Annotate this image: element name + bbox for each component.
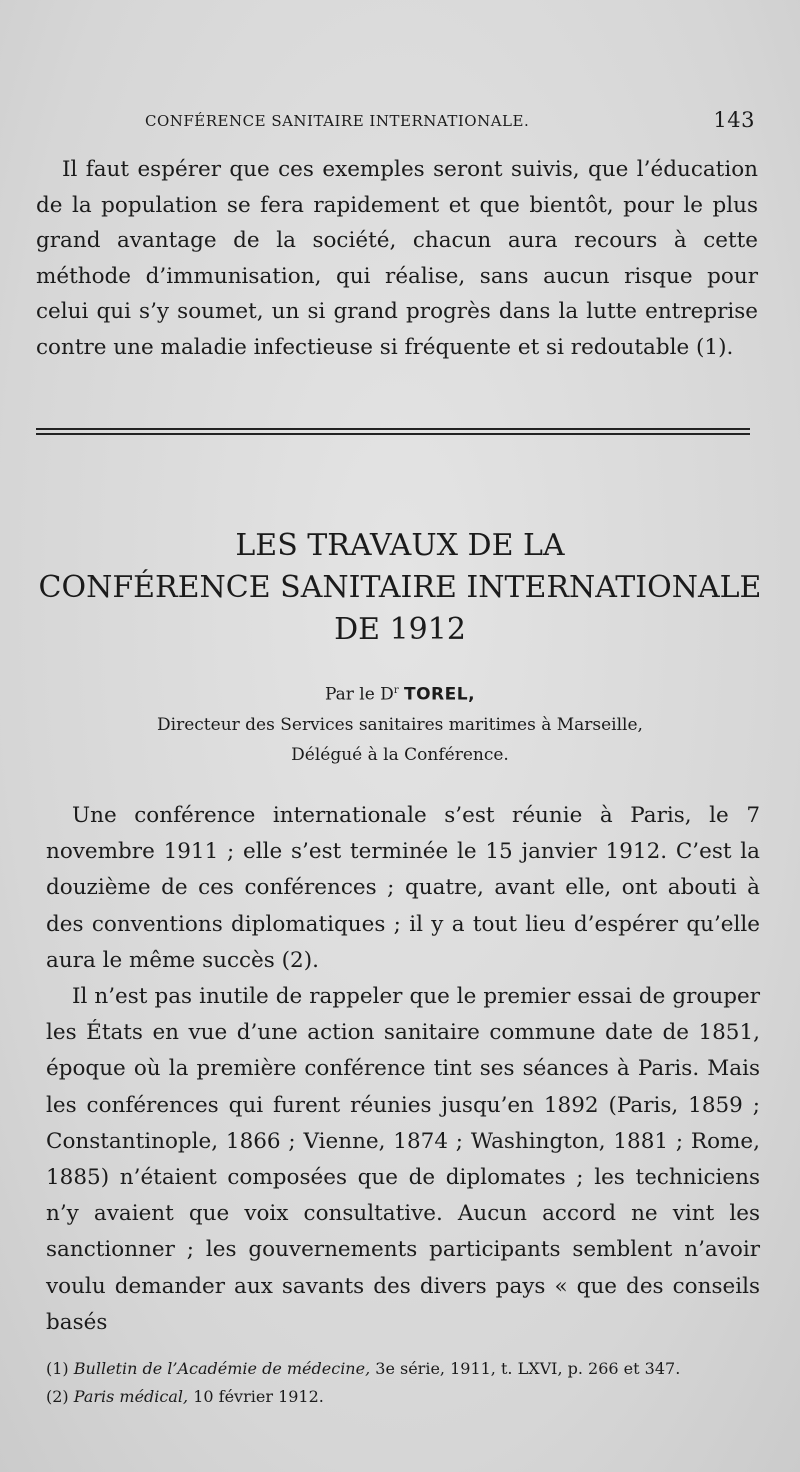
footnote-1-source: Bulletin de l’Académie de médecine,	[73, 1359, 371, 1378]
intro-block	[36, 152, 758, 365]
affiliation-line-1: Directeur des Services sanitaires maritimes à Marseille,	[157, 714, 643, 735]
running-header	[145, 108, 755, 132]
footnote-1-mark: (1)	[46, 1359, 69, 1378]
section-rule-bottom	[36, 433, 750, 435]
title-line-2: CONFÉRENCE SANITAIRE INTERNATIONALE	[38, 570, 762, 605]
footnote-2-rest: 10 février 1912.	[193, 1387, 324, 1406]
article-title	[0, 525, 800, 651]
body-paragraph-1: Une conférence internationale s’est réunie à Paris, le 7 novembre 1911 ; elle s’est terminée le 15 janvier 1912. C’est la douzième de ces conférences ; quatre, avant elle, ont abouti à des conventions diplomatiques ; il y a tout lieu d’espérer qu’elle aura le même succès (2).	[46, 803, 760, 973]
affiliation-line-2: Délégué à la Conférence.	[291, 744, 509, 765]
article-body	[46, 798, 760, 1341]
running-title: CONFÉRENCE SANITAIRE INTERNATIONALE.	[145, 112, 530, 130]
footnotes	[46, 1358, 760, 1414]
author-name: TOREL,	[404, 684, 476, 705]
footnote-2-mark: (2)	[46, 1387, 69, 1406]
footnote-2	[46, 1386, 760, 1408]
byline-prefix: Par le D	[324, 684, 394, 705]
byline	[0, 676, 800, 770]
author-line	[0, 676, 800, 710]
title-line-1: LES TRAVAUX DE LA	[235, 528, 565, 563]
footnote-2-source: Paris médical,	[73, 1387, 189, 1406]
intro-paragraph: Il faut espérer que ces exemples seront suivis, que l’éducation de la population se fera rapidement et que bientôt, pour le plus grand avantage de la société, chacun aura recours à cette méthode d’immunisation, qui réalise, sans aucun risque pour celui qui s’y soumet, un si grand progrès dans la lutte entreprise contre une maladie infectieuse si fréquente et si redoutable (1).	[36, 157, 758, 360]
footnote-1	[46, 1358, 760, 1380]
footnote-1-rest: 3e série, 1911, t. LXVI, p. 266 et 347.	[375, 1359, 681, 1378]
page-number: 143	[713, 108, 755, 132]
section-rule-top	[36, 428, 750, 430]
title-line-3: DE 1912	[334, 612, 466, 647]
byline-sup: r	[393, 685, 399, 696]
body-paragraph-2: Il n’est pas inutile de rappeler que le premier essai de grouper les États en vue d’une action sanitaire commune date de 1851, époque où la première conférence tint ses séances à Paris. Mais les conférences qui furent réunies jusqu’en 1892 (Paris, 1859 ; Constantinople, 1866 ; Vienne, 1874 ; Washington, 1881 ; Rome, 1885) n’étaient composées que de diplomates ; les techniciens n’y avaient que voix consultative. Aucun accord ne vint les sanctionner ; les gouvernements participants semblent n’avoir voulu demander aux savants des divers pays « que des conseils basés	[46, 984, 760, 1335]
